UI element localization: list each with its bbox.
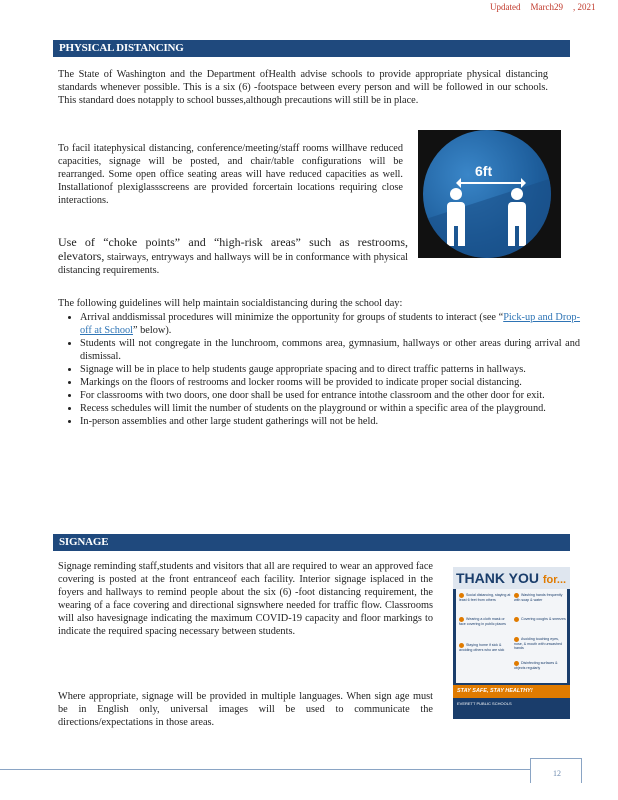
- distancing-circle: [423, 130, 551, 258]
- page-number: 12: [553, 769, 561, 778]
- paragraph-signage: Signage reminding staff,students and visitors that all are required to wear an approved face covering is posted at the front entranceof each facility. Interior signage isplaced in the foyers and hallways to remind people about the six (6) -foot distancing requirement, the wearing of a face covering and directional signswhere needed for traffic flow. Classrooms will also havesignage indicating the maximum COVID-19 capacity and floor markings to indicate the required spacing necessary between students.: [58, 561, 433, 637]
- poster-panel: [456, 589, 567, 683]
- paragraph-facilitate: To facil itatephysical distancing, conference/meeting/staff rooms willhave reduced capacities, signage will be posted, and chair/table configurations will be rearranged. Some open office seating areas will have reduced capacities as well. Installationof plexiglassscreens are provided forcertain locations requiring close interactions.: [58, 143, 403, 206]
- list-item: • In-person assemblies and other large student gatherings will not be held.: [80, 415, 580, 428]
- paragraph-guidelines: The following guidelines will help maintain socialdistancing during the school day:: [58, 298, 403, 309]
- poster-item: Disinfecting surfaces & objects regularly: [514, 661, 558, 670]
- updated-note: Updated March29 , 2021: [490, 2, 596, 12]
- pickup-dropoff-link[interactable]: Pick-up and Drop-off at School: [80, 312, 581, 336]
- poster-title: THANK YOU for...: [453, 567, 570, 589]
- list-item: • Arrival anddismissal procedures will minimize the opportunity for groups of students to interact (see “Pick-up and Drop-off at School” below).: [80, 311, 580, 337]
- person-icon-left: [447, 188, 465, 246]
- six-feet-label: 6ft: [475, 163, 493, 179]
- paragraph-languages: Where appropriate, signage will be provided in multiple languages. When sign age must be in English only, universal images will be used to communicate the directions/expectations in those areas.: [58, 691, 433, 728]
- list-item: • Signage will be in place to help students gauge appropriate spacing and to direct traffic patterns in hallways.: [80, 363, 580, 376]
- choke-points-lead: Use of “choke points” and “high-risk areas” such as restrooms, elevators,: [58, 235, 408, 263]
- paragraph-choke-points: [58, 236, 408, 277]
- footer-line: [0, 769, 530, 770]
- list-item: • Recess schedules will limit the number of students on the playground or within a specific area of the playground.: [80, 402, 580, 415]
- list-item: • For classrooms with two doors, one door shall be used for entrance intothe classroom and the other door for exit.: [80, 389, 580, 402]
- list-item: • Markings on the floors of restrooms and locker rooms will be provided to indicate proper social distancing.: [80, 376, 580, 389]
- paragraph-intro: The State of Washington and the Department ofHealth advise schools to provide appropriate physical distancing standards whenever possible. This is a six (6) -footspace between every person and will be followed in our schools. This standard does notapply to school busses,although precautions will still be in place.: [58, 69, 548, 106]
- guidelines-list: [62, 311, 580, 428]
- poster-item: Avoiding touching eyes, nose, & mouth with unwashed hands: [514, 637, 562, 651]
- poster-item: Wearing a cloth mask or face covering in public places: [459, 617, 506, 626]
- poster-item: Staying home if sick & avoiding others who are sick: [459, 643, 505, 652]
- list-item: • Students will not congregate in the lunchroom, commons area, gymnasium, hallways or other areas during arrival and dismissal.: [80, 337, 580, 363]
- thank-you-poster: [453, 567, 570, 719]
- six-feet-distancing-image: [418, 130, 561, 258]
- poster-stay-safe: STAY SAFE, STAY HEALTHY!: [453, 685, 570, 698]
- section-header-signage: SIGNAGE: [53, 534, 570, 551]
- double-arrow-icon: [460, 182, 522, 184]
- choke-points-rest: stairways, entryways and hallways will be in conformance with physical distancing requirements.: [58, 252, 408, 276]
- person-icon-right: [508, 188, 526, 246]
- poster-item: Covering coughs & sneezes: [514, 617, 566, 622]
- poster-item: Social distancing, staying at least 6 feet from others: [459, 593, 511, 602]
- poster-item: Washing hands frequently with soap & water: [514, 593, 563, 602]
- poster-footer: EVERETT PUBLIC SCHOOLS: [457, 701, 512, 706]
- section-header-physical-distancing: PHYSICAL DISTANCING: [53, 40, 570, 57]
